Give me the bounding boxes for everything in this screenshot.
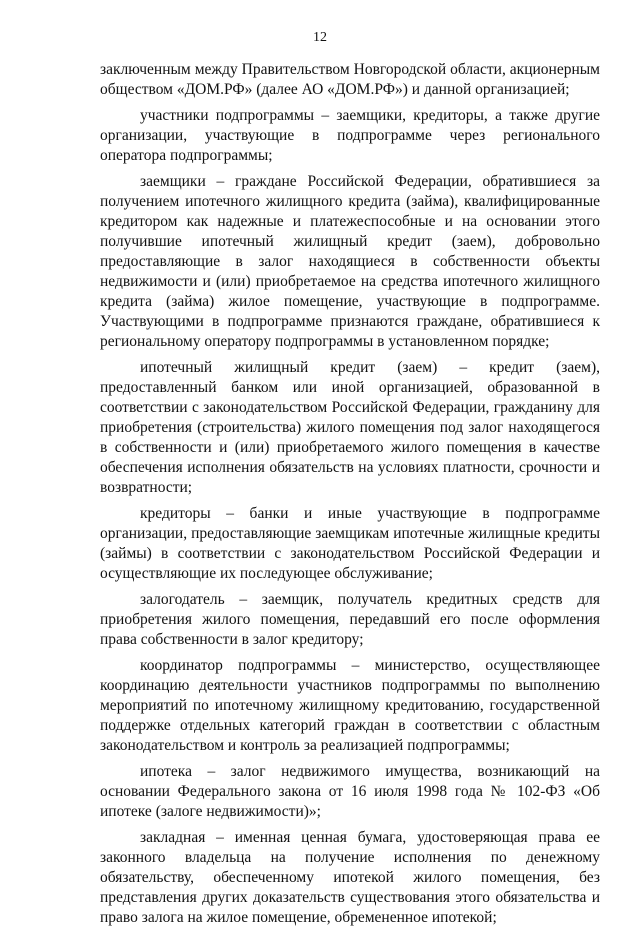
paragraph-program-participants: участники подпрограммы – заемщики, кредиторы, а также другие организации, участвующие в подпрограмме через регионального оператора подпрограммы; [100, 107, 600, 164]
paragraph-mortgage-definition: ипотека – залог недвижимого имущества, возникающий на основании Федерального закона от 16 июля 1998 года № 102-ФЗ «Об ипотеке (залоге недвижимости)»; [100, 763, 600, 820]
paragraph-pledgor: залогодатель – заемщик, получатель кредитных средств для приобретения жилого помещения, передавший его после оформления права собственности в залог кредитору; [100, 591, 600, 648]
paragraph-mortgage-bond: закладная – именная ценная бумага, удостоверяющая права ее законного владельца на получение исполнения по денежному обязательству, обеспеченному ипотекой жилого помещения, без представления других доказательств существования этого обязательства и право залога на жилое помещение, обремененное ипотекой; [100, 829, 600, 926]
page-number: 12 [313, 30, 327, 45]
paragraph-agreement-continuation: заключенным между Правительством Новгородской области, акционерным обществом «ДОМ.РФ» (далее АО «ДОМ.РФ») и данной организацией; [100, 61, 600, 98]
paragraph-mortgage-loan: ипотечный жилищный кредит (заем) – кредит (заем), предоставленный банком или иной организацией, образованной в соответствии с законодательством Российской Федерации, гражданину для приобретения (строительства) жилого помещения под залог находящегося в собственности и (или) приобретаемого жилого помещения в качестве обеспечения исполнения обязательств на условиях платности, срочности и возвратности; [100, 359, 600, 496]
paragraph-borrowers: заемщики – граждане Российской Федерации, обратившиеся за получением ипотечного жилищного кредита (займа), квалифицированные кредитором как надежные и платежеспособные и на основании этого получившие ипотечный жилищный кредит (заем), добровольно предоставляющие в залог находящиеся в собственности объекты недвижимости и (или) приобретаемое на средства ипотечного жилищного кредита (займа) жилое помещение, участвующие в подпрограмме. Участвующими в подпрограмме признаются граждане, обратившиеся к региональному оператору подпрограммы в установленном порядке; [100, 173, 600, 350]
document-body [100, 60, 600, 934]
paragraph-creditors: кредиторы – банки и иные участвующие в подпрограмме организации, предоставляющие заемщикам ипотечные жилищные кредиты (займы) в соответствии с законодательством Российской Федерации и осуществляющие их последующее обслуживание; [100, 505, 600, 582]
paragraph-program-coordinator: координатор подпрограммы – министерство, осуществляющее координацию деятельности участников подпрограммы по выполнению мероприятий по ипотечному жилищному кредитованию, государственной поддержке отдельных категорий граждан в соответствии с областным законодательством и контроль за реализацией подпрограммы; [100, 657, 600, 754]
